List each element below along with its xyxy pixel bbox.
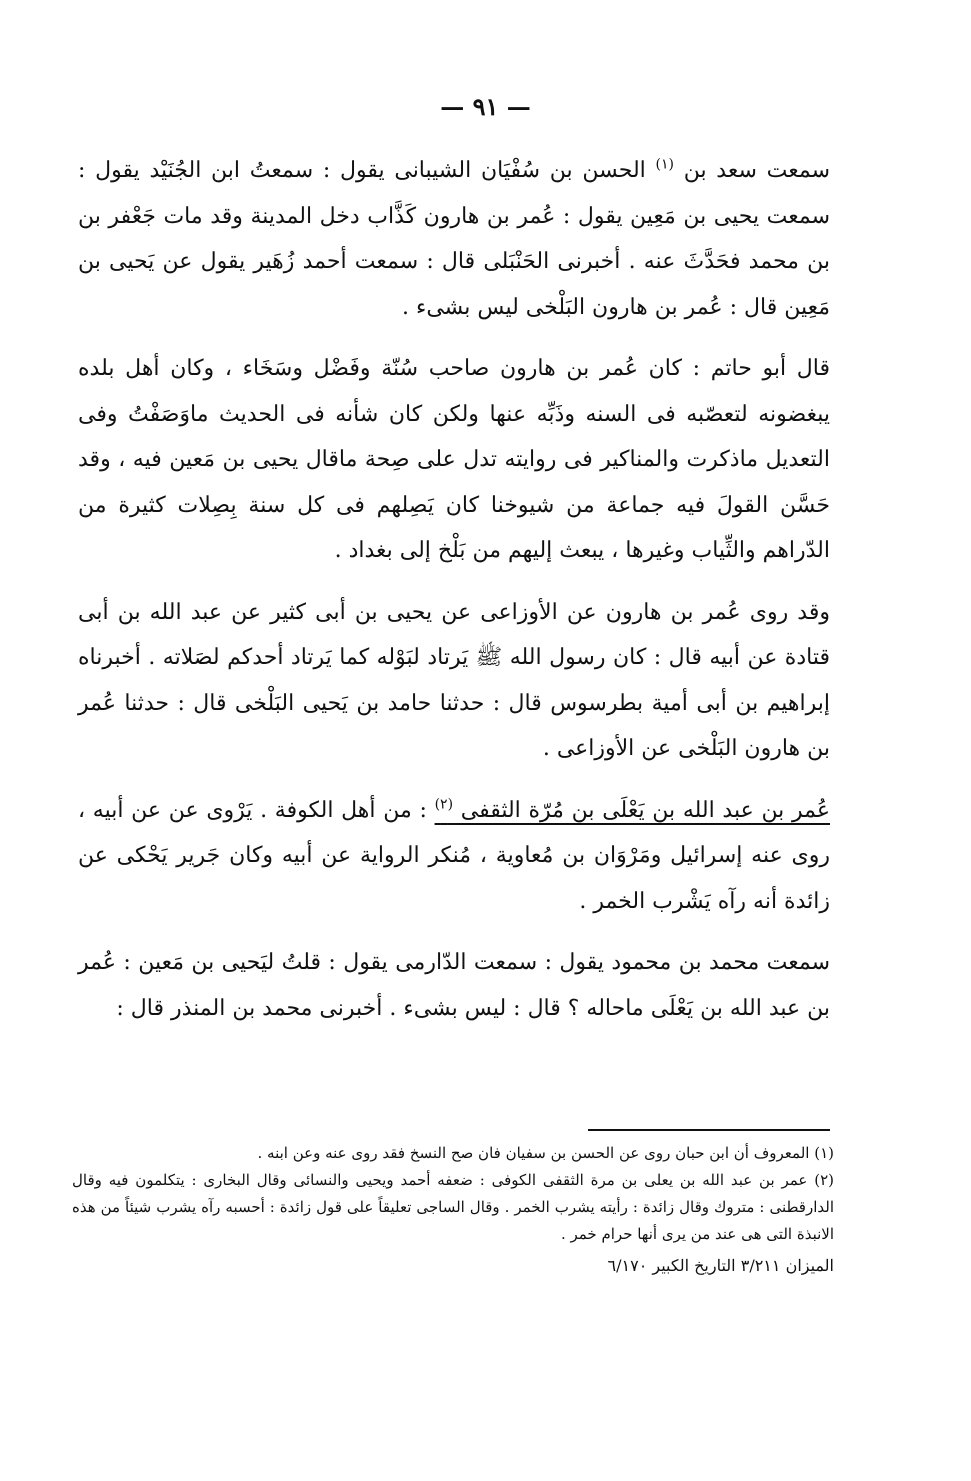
entry-heading-name: عُمر بن عبد الله بن يَعْلَى بن مُرّة الثقفى — [453, 797, 830, 823]
paragraph-2: قال أبو حاتم : كان عُمر بن هارون صاحب سُنّة وفَضْل وسَخَاء ، وكان أهل بلده يبغضونه لتعصّبه فى السنه وذَبِّه عنها ولكن كان شأنه فى الحديث ماوَصَفْتُ وفى التعديل ماذكرت والمناكير فى روايته تدل على صِحة ماقال يحيى بن مَعين فيه ، وقد حَسَّن القولَ فيه جماعة من شيوخنا كان يَصِلهم فى كل سنة بِصِلات كثيرة من الدّراهم والثِّياب وغيرها ، يبعث إليهم من بَلْخ إلى بغداد . — [78, 356, 830, 563]
footnote-2: (٢) عمر بن عبد الله بن يعلى بن مرة الثقفى الكوفى : ضعفه أحمد ويحيى والنسائى وقال البخارى : يتكلمون فيه وقال الدارقطنى : متروك وقال زائدة : رأيته يشرب الخمر . وقال الساجى تعليقاً على قول زائدة : أحسبه رآه يشرب شيئاً من هذه الانبذة التى هى عند من يرى أنها حرام خمر . — [72, 1171, 834, 1243]
paragraph-3: وقد روى عُمر بن هارون عن الأوزاعى عن يحيى بن أبى كثير عن عبد الله بن أبى قتادة عن أبيه قال : كان رسول الله ﷺ يَرتاد لبَوْله كما يَرتاد أحدكم لصَلاته . أخبرناه إبراهيم بن أبى أمية بطرسوس قال : حدثنا حامد بن يَحيى البَلْخى قال : حدثنا عُمر بن هارون البَلْخى عن الأوزاعى . — [78, 599, 830, 761]
footnotes — [72, 1140, 834, 1279]
paragraph-5: سمعت محمد بن محمود يقول : سمعت الدّارمى يقول : قلتُ ليَحيى بن مَعين : عُمر بن عبد الله بن يَعْلَى ماحاله ؟ قال : ليس بشىء . أخبرنى محمد بن المنذر قال : — [78, 950, 830, 1021]
footnote-references: الميزان ٣/٢١١ التاريخ الكبير ٦/١٧٠ — [607, 1256, 834, 1275]
entry-heading — [435, 798, 830, 823]
paragraph-4 — [78, 788, 830, 925]
paragraph-1-text-end: الحسن بن سُفْيَان الشيبانى يقول : سمعتُ ابن الجُنَيْد يقول : سمعت يحيى بن مَعِين يقول : عُمر بن هارون كَذَّاب دخل المدينة وقد مات جَعْفر بن بن محمد فحَدَّثَ عنه . أخبرنى الحَنْبَلى قال : سمعت أحمد زُهَير يقول عن يَحيى بن مَعِين قال : عُمر بن هارون البَلْخى ليس بشىء . — [78, 158, 830, 320]
paragraph-1-text-start: سمعت سعد بن — [673, 158, 831, 183]
footnote-1: (١) المعروف أن ابن حبان روى عن الحسن بن سفيان فان صح النسخ فقد روى عنه وعن ابنه . — [257, 1144, 834, 1162]
footnote-ref-2: (٢) — [434, 796, 454, 813]
footnote-ref-1: (١) — [655, 156, 674, 173]
page-number: — ٩١ — — [440, 92, 531, 121]
paragraph-1 — [78, 148, 830, 330]
main-text — [78, 148, 830, 1031]
footnote-divider — [588, 1129, 830, 1131]
paragraph-4-text: : من أهل الكوفة . يَرْوى عن عن أبيه ، روى عنه إسرائيل ومَرْوَان بن مُعاوية ، مُنكر الرواية عن أبيه وكان جَرير يَحْكى عن زائدة أنه رآه يَشْرب الخمر . — [78, 797, 830, 914]
